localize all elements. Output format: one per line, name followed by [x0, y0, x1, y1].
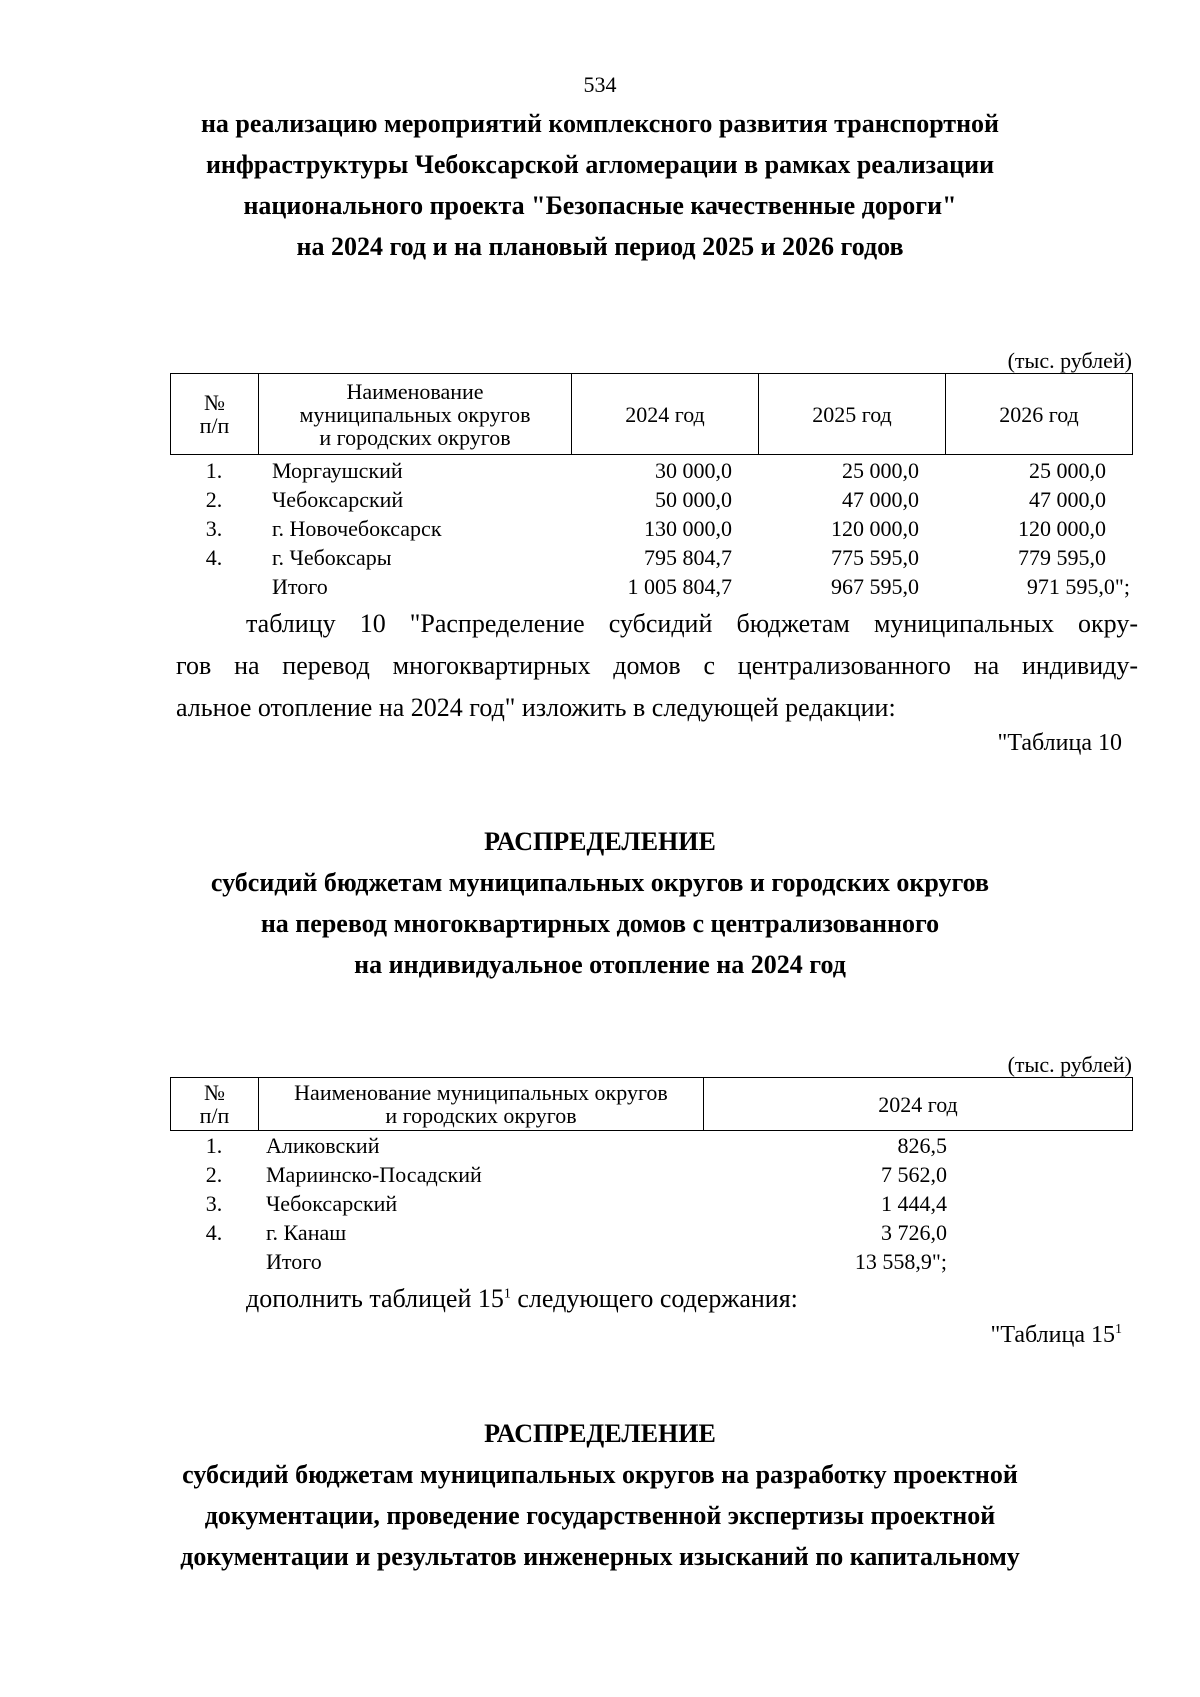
- table10-label: "Таблица 10: [997, 730, 1122, 756]
- table1-unit: (тыс. рублей): [1007, 348, 1132, 373]
- section3-title: [0, 1413, 1200, 1577]
- table1-header-2025: 2025 год: [759, 374, 946, 455]
- section2-title-line: на индивидуальное отопление на 2024 год: [354, 950, 846, 979]
- table1-row: 4. г. Чебоксары 795 804,7 775 595,0 779 595,0: [205, 545, 1106, 570]
- table2-header: [170, 1077, 1133, 1131]
- table2-row: 2. Мариинско-Посадский 7 562,0: [205, 1162, 947, 1187]
- section2-title-line: на перевод многоквартирных домов с централизованного: [260, 909, 940, 938]
- table2-row: 3. Чебоксарский 1 444,4: [205, 1191, 947, 1216]
- table2-row: 4. г. Канаш 3 726,0: [205, 1220, 947, 1245]
- paragraph-table15-instruction: дополнить таблицей $15^1$ следующего содержания:: [246, 1284, 798, 1313]
- table1-row: 3. г. Новочебоксарск 130 000,0 120 000,0 120 000,0: [205, 516, 1106, 541]
- header-title-line: на 2024 год и на плановый период 2025 и 2026 годов: [296, 232, 904, 261]
- table1-header: [170, 373, 1133, 455]
- header-title-line: национального проекта "Безопасные качественные дороги": [243, 191, 957, 220]
- table1-header-name: Наименование муниципальных округов и городских округов: [259, 374, 572, 455]
- header-title-line: на реализацию мероприятий комплексного развития транспортной: [200, 109, 1000, 138]
- table2-unit: (тыс. рублей): [1007, 1052, 1132, 1077]
- table1-row: 2. Чебоксарский 50 000,0 47 000,0 47 000,0: [205, 487, 1106, 512]
- table1-header-num: № п/п: [171, 374, 259, 455]
- table2-header-name: Наименование муниципальных округов и городских округов: [259, 1078, 704, 1131]
- table2-total-row: Итого 13 558,9";: [266, 1249, 947, 1274]
- section3-title-line: субсидий бюджетам муниципальных округов на разработку проектной: [182, 1460, 1018, 1489]
- table1-total-row: Итого 1 005 804,7 967 595,0 971 595,0";: [272, 574, 1130, 599]
- section2-title-line: субсидий бюджетам муниципальных округов и городских округов: [210, 868, 990, 897]
- table2-header-2024: 2024 год: [704, 1078, 1133, 1131]
- section3-title-line: документации, проведение государственной экспертизы проектной: [204, 1501, 996, 1530]
- section3-title-line: документации и результатов инженерных изысканий по капитальному: [180, 1542, 1020, 1571]
- table15-label: "Таблица $15^1$: [990, 1322, 1122, 1348]
- table1-header-2026: 2026 год: [946, 374, 1133, 455]
- table1-row: 1. Моргаушский 30 000,0 25 000,0 25 000,0: [205, 458, 1106, 483]
- header-title: [0, 103, 1200, 267]
- section2-title-line: РАСПРЕДЕЛЕНИЕ: [484, 827, 716, 856]
- section2-title: [0, 821, 1200, 985]
- header-title-line: инфраструктуры Чебоксарской агломерации в рамках реализации: [205, 150, 995, 179]
- table2-header-num: № п/п: [171, 1078, 259, 1131]
- table2-row: 1. Аликовский 826,5: [205, 1133, 947, 1158]
- table1-header-2024: 2024 год: [572, 374, 759, 455]
- section3-title-line: РАСПРЕДЕЛЕНИЕ: [484, 1419, 716, 1448]
- page-number: 534: [583, 72, 617, 97]
- paragraph-table10-instruction: таблицу 10 "Распределение субсидий бюджетам муниципальных окру- гов на перевод многоквартирных домов с централизованного на индивиду- альное отопление на 2024 год" изложить в следующей редакции:: [176, 609, 1138, 722]
